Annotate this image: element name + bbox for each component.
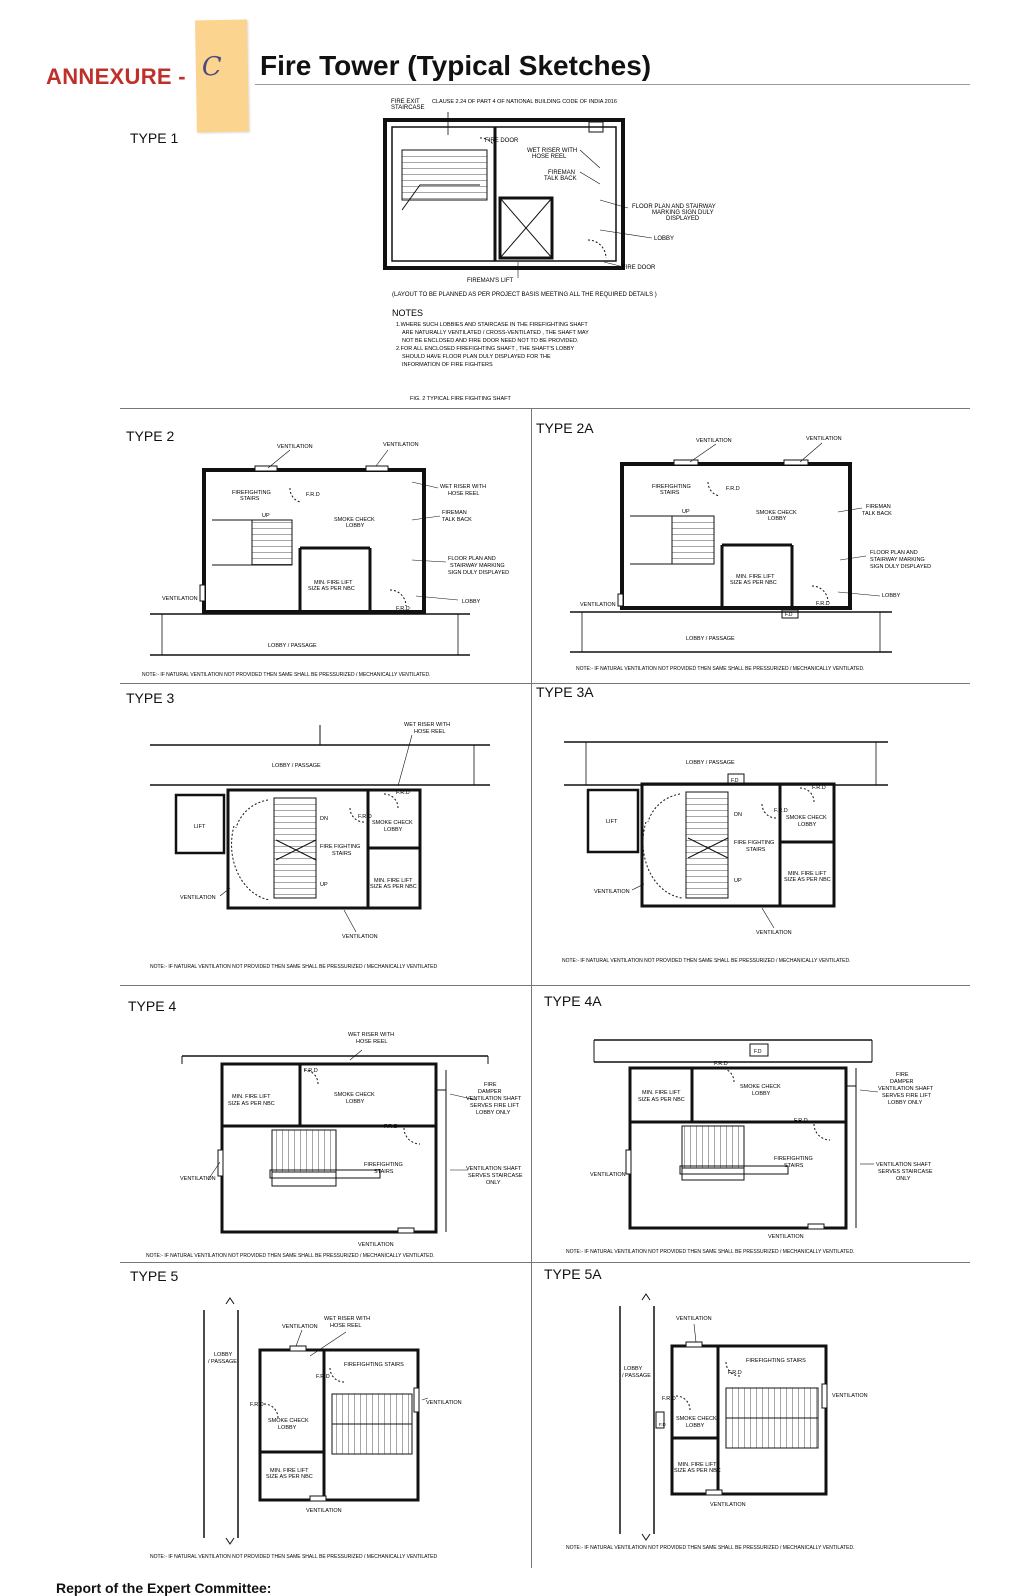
type2a-smoke-check: SMOKE CHECK LOBBY — [756, 510, 797, 522]
type4a-vent-shaft: VENTILATION SHAFT SERVES STAIRCASE ONLY — [876, 1162, 933, 1182]
type1-notes-heading: NOTES — [392, 308, 424, 318]
type3a-frd-1: F.R.D — [812, 785, 826, 791]
type5-note: NOTE:- IF NATURAL VENTILATION NOT PROVIDED THEN SAME SHALL BE PRESSURIZED / MECHANICALLY VENTILATED — [150, 1554, 438, 1560]
type-4-drawing — [182, 1050, 488, 1233]
type2a-lobby-passage: LOBBY / PASSAGE — [686, 636, 735, 642]
type2a-up: UP — [682, 509, 690, 515]
type-3a-label: TYPE 3A — [536, 684, 594, 700]
type2-frd: F.R.D — [306, 492, 320, 498]
type5-frd-2: F.R.D — [250, 1402, 264, 1408]
svg-text:2.FOR ALL ENCLOSED FIREFIGHTIN: 2.FOR ALL ENCLOSED FIREFIGHTING SHAFT , THE SHAFT'S LOBBY — [396, 346, 575, 352]
type5-firefighting-stairs: FIREFIGHTING STAIRS — [344, 1362, 404, 1368]
type3-wet-riser: WET RISER WITH HOSE REEL — [404, 722, 451, 735]
type-2a-drawing — [570, 443, 892, 652]
type3-ventilation-left: VENTILATION — [180, 895, 216, 901]
type-3a-drawing — [564, 742, 888, 928]
type3-frd-2: F.R.D — [358, 814, 372, 820]
type-4-label: TYPE 4 — [128, 998, 177, 1014]
type3a-min-lift: MIN. FIRE LIFT SIZE AS PER NBC — [784, 871, 831, 883]
type2a-frd: F.R.D — [726, 486, 740, 492]
page-title: Fire Tower (Typical Sketches) — [260, 50, 652, 81]
type3-up: UP — [320, 882, 328, 888]
type3-lobby-passage: LOBBY / PASSAGE — [272, 763, 321, 769]
type2a-ventilation-1: VENTILATION — [696, 438, 732, 444]
type5a-ventilation-top: VENTILATION — [676, 1316, 712, 1322]
type-4a-drawing — [594, 1040, 878, 1229]
type3a-frd-2: F.R.D — [774, 808, 788, 814]
type-5a-label: TYPE 5A — [544, 1266, 602, 1282]
type-1-drawing — [385, 112, 652, 278]
type3a-lift: LIFT — [606, 819, 618, 825]
type4-vent-shaft: VENTILATION SHAFT SERVES STAIRCASE ONLY — [466, 1166, 523, 1186]
type3a-note: NOTE:- IF NATURAL VENTILATION NOT PROVIDED THEN SAME SHALL BE PRESSURIZED / MECHANICALLY VENTILATED. — [562, 958, 851, 964]
type2a-note: NOTE:- IF NATURAL VENTILATION NOT PROVIDED THEN SAME SHALL BE PRESSURIZED / MECHANICALLY VENTILATED. — [576, 666, 865, 672]
type1-layout-note: (LAYOUT TO BE PLANNED AS PER PROJECT BASIS MEETING ALL THE REQUIRED DETAILS ) — [392, 292, 657, 298]
type4-ventilation-bottom: VENTILATION — [358, 1242, 394, 1248]
type4a-firefighting-stairs: FIREFIGHTING STAIRS — [774, 1156, 813, 1169]
type2-frd-bottom: F.R.D — [396, 606, 410, 612]
type4a-fd: F.D — [754, 1049, 762, 1055]
type1-lobby: LOBBY — [654, 236, 675, 242]
type5-ventilation-top: VENTILATION — [282, 1324, 318, 1330]
type4-firefighting-stairs: FIREFIGHTING STAIRS — [364, 1162, 403, 1175]
type5a-fd: F.D — [659, 1422, 666, 1427]
type1-fire-door-bottom: FIRE DOOR — [622, 265, 656, 271]
type5a-note: NOTE:- IF NATURAL VENTILATION NOT PROVIDED THEN SAME SHALL BE PRESSURIZED / MECHANICALLY VENTILATED. — [566, 1545, 855, 1551]
type1-fire-door: FIRE DOOR — [485, 138, 519, 144]
type2a-min-lift: MIN. FIRE LIFT SIZE AS PER NBC — [730, 574, 777, 586]
type5a-ventilation-right: VENTILATION — [832, 1393, 868, 1399]
type1-clause: CLAUSE 2.24 OF PART 4 OF NATIONAL BUILDING CODE OF INDIA 2016 — [432, 99, 617, 105]
type4-ventilation-left: VENTILATION — [180, 1176, 216, 1182]
type5-ventilation-right: VENTILATION — [426, 1400, 462, 1406]
type1-wet-riser: WET RISER WITH HOSE REEL — [527, 148, 578, 160]
type3-smoke-check: SMOKE CHECK LOBBY — [372, 820, 413, 833]
type4a-ventilation-left: VENTILATION — [590, 1172, 626, 1178]
sticky-letter: C — [201, 52, 223, 83]
type4-smoke-check: SMOKE CHECK LOBBY — [334, 1092, 375, 1105]
type-2-label: TYPE 2 — [126, 428, 175, 444]
type1-notes — [396, 322, 589, 368]
type5-lobby-passage: LOBBY / PASSAGE — [208, 1352, 237, 1365]
type2-floor-plan: FLOOR PLAN AND STAIRWAY MARKING SIGN DULY DISPLAYED — [448, 556, 510, 576]
type5a-min-lift: MIN. FIRE LIFT SIZE AS PER NBC — [674, 1462, 721, 1474]
annexure-label: ANNEXURE - — [46, 64, 186, 89]
type3-ventilation-bottom: VENTILATION — [342, 934, 378, 940]
type5-wet-riser: WET RISER WITH HOSE REEL — [324, 1316, 371, 1329]
type4a-fire-damper: FIRE DAMPER VENTILATION SHAFT SERVES FIRE LIFT LOBBY ONLY — [878, 1072, 934, 1106]
type-2a-label: TYPE 2A — [536, 420, 594, 436]
type5a-firefighting-stairs: FIREFIGHTING STAIRS — [746, 1358, 806, 1364]
type2-lobby: LOBBY — [462, 599, 481, 605]
type4-frd-2: F.R.D — [384, 1124, 398, 1130]
type2a-floor-plan: FLOOR PLAN AND STAIRWAY MARKING SIGN DULY DISPLAYED — [870, 550, 932, 570]
type3-min-lift: MIN. FIRE LIFT SIZE AS PER NBC — [370, 878, 417, 890]
svg-text:NOT BE ENCLOSED AND FIRE DOOR: NOT BE ENCLOSED AND FIRE DOOR NEED NOT TO BE PROVIDED. — [402, 338, 579, 344]
type3a-fd: F.D — [731, 778, 739, 784]
type3a-ventilation-left: VENTILATION — [594, 889, 630, 895]
type2a-ventilation-2: VENTILATION — [806, 436, 842, 442]
type4a-ventilation-bottom: VENTILATION — [768, 1234, 804, 1240]
type5a-frd-2: F.R.D — [662, 1396, 676, 1402]
type2a-lobby: LOBBY — [882, 593, 901, 599]
type5-frd-1: F.R.D — [316, 1374, 330, 1380]
type1-fireman: FIREMAN TALK BACK — [544, 170, 577, 182]
type4a-frd-1: F.R.D — [714, 1061, 728, 1067]
type3-frd-1: F.R.D — [396, 790, 410, 796]
type3a-dn: DN — [734, 812, 742, 818]
type2-firefighting-stairs: FIREFIGHTING STAIRS — [232, 490, 271, 502]
type-4a-label: TYPE 4A — [544, 993, 602, 1009]
svg-text:INFORMATION OF FIRE FIGHTERS: INFORMATION OF FIRE FIGHTERS — [402, 362, 493, 368]
type4a-frd-2: F.R.D — [794, 1118, 808, 1124]
type3a-lobby-passage: LOBBY / PASSAGE — [686, 760, 735, 766]
type5-smoke-check: SMOKE CHECK LOBBY — [268, 1418, 309, 1431]
type3a-firefighting-stairs: FIRE FIGHTING STAIRS — [734, 840, 775, 853]
footer-text: Report of the Expert Committee: — [56, 1580, 272, 1596]
type3a-up: UP — [734, 878, 742, 884]
type4-note: NOTE:- IF NATURAL VENTILATION NOT PROVIDED THEN SAME SHALL BE PRESSURIZED / MECHANICALLY VENTILATED. — [146, 1253, 435, 1259]
svg-text:1.WHERE SUCH LOBBIES AND STAIR: 1.WHERE SUCH LOBBIES AND STAIRCASE IN THE FIREFIGHTING SHAFT — [396, 322, 588, 328]
type5-ventilation-bottom: VENTILATION — [306, 1508, 342, 1514]
type-1-label: TYPE 1 — [130, 130, 179, 146]
type3a-ventilation-bottom: VENTILATION — [756, 930, 792, 936]
type2-fireman: FIREMAN TALK BACK — [442, 510, 472, 523]
type5-min-lift: MIN. FIRE LIFT SIZE AS PER NBC — [266, 1468, 313, 1480]
type2-lobby-passage: LOBBY / PASSAGE — [268, 643, 317, 649]
type2a-fireman: FIREMAN TALK BACK — [862, 504, 892, 517]
svg-text:SHOULD HAVE FLOOR PLAN DULY DI: SHOULD HAVE FLOOR PLAN DULY DISPLAYED FOR THE — [402, 354, 551, 360]
type3a-smoke-check: SMOKE CHECK LOBBY — [786, 815, 827, 828]
type4a-min-lift: MIN. FIRE LIFT SIZE AS PER NBC — [638, 1090, 685, 1103]
type2a-ventilation-left: VENTILATION — [580, 602, 616, 608]
type4-frd-1: F.R.D — [304, 1068, 318, 1074]
type4a-smoke-check: SMOKE CHECK LOBBY — [740, 1084, 781, 1097]
type4a-note: NOTE:- IF NATURAL VENTILATION NOT PROVIDED THEN SAME SHALL BE PRESSURIZED / MECHANICALLY VENTILATED. — [566, 1249, 855, 1255]
type3-dn: DN — [320, 816, 328, 822]
type2a-frd-bottom: F.R.D — [816, 601, 830, 607]
type2-up: UP — [262, 513, 270, 519]
type2a-firefighting-stairs: FIREFIGHTING STAIRS — [652, 484, 691, 496]
type1-fire-exit: FIRE EXIT STAIRCASE — [391, 99, 425, 111]
type5a-smoke-check: SMOKE CHECK LOBBY — [676, 1416, 717, 1429]
type1-fig-caption: FIG. 2 TYPICAL FIRE FIGHTING SHAFT — [410, 396, 511, 402]
type2a-fd: F.D — [785, 612, 793, 618]
type2-note: NOTE:- IF NATURAL VENTILATION NOT PROVIDED THEN SAME SHALL BE PRESSURIZED / MECHANICALLY VENTILATED. — [142, 672, 431, 678]
type1-floor-plan: FLOOR PLAN AND STAIRWAY MARKING SIGN DULY DISPLAYED — [632, 204, 716, 222]
type2-min-lift: MIN. FIRE LIFT SIZE AS PER NBC — [308, 580, 355, 592]
type3-lift: LIFT — [194, 824, 206, 830]
type-3-label: TYPE 3 — [126, 690, 175, 706]
type5a-frd-1: F.R.D — [728, 1370, 742, 1376]
type2-wet-riser: WET RISER WITH HOSE REEL — [440, 484, 487, 497]
type1-firemans-lift: FIREMAN'S LIFT — [467, 278, 514, 284]
type2-ventilation-1: VENTILATION — [277, 444, 313, 450]
type4-wet-riser: WET RISER WITH HOSE REEL — [348, 1032, 395, 1045]
type2-ventilation-left: VENTILATION — [162, 596, 198, 602]
type2-smoke-check: SMOKE CHECK LOBBY — [334, 517, 375, 529]
type5a-lobby-passage: LOBBY / PASSAGE — [622, 1366, 651, 1379]
type-2-drawing — [150, 450, 470, 655]
type3-firefighting-stairs: FIRE FIGHTING STAIRS — [320, 844, 361, 857]
type4-fire-damper: FIRE DAMPER VENTILATION SHAFT SERVES FIRE LIFT LOBBY ONLY — [466, 1082, 522, 1116]
type4-min-lift: MIN. FIRE LIFT SIZE AS PER NBC — [228, 1094, 275, 1107]
type3-note: NOTE:- IF NATURAL VENTILATION NOT PROVIDED THEN SAME SHALL BE PRESSURIZED / MECHANICALLY VENTILATED — [150, 964, 438, 970]
svg-text:ARE NATURALLY VENTILATED / CRO: ARE NATURALLY VENTILATED / CROSS-VENTILATED , THE SHAFT MAY — [402, 330, 589, 336]
type-5-label: TYPE 5 — [130, 1268, 179, 1284]
type2-ventilation-2: VENTILATION — [383, 442, 419, 448]
type5a-ventilation-bottom: VENTILATION — [710, 1502, 746, 1508]
